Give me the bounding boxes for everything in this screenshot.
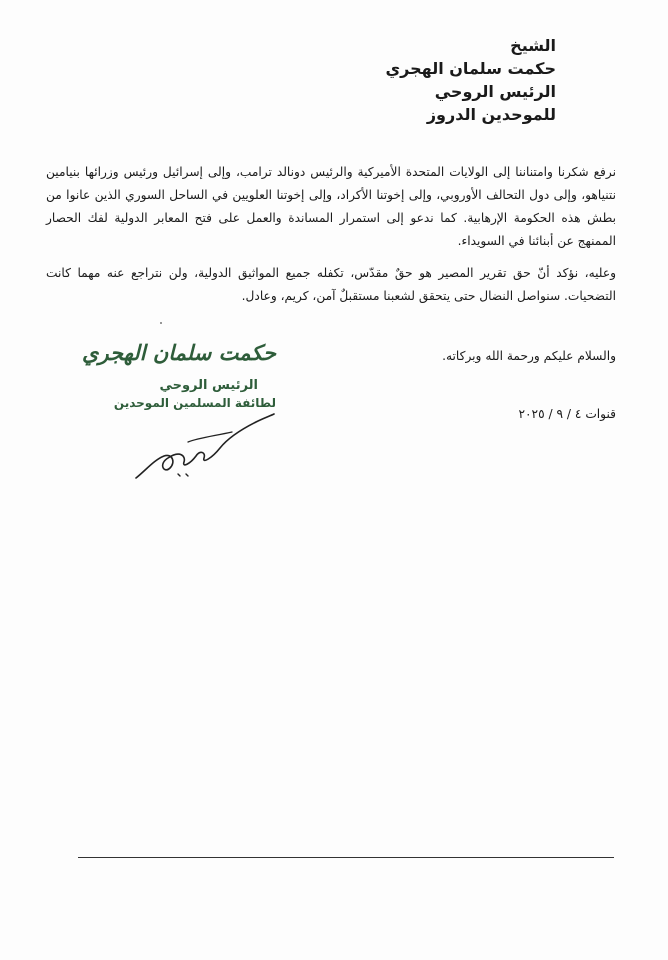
header-community: للموحدين الدروز (426, 105, 556, 124)
stamp-title: الرئيس الروحي (159, 378, 258, 393)
stamp-name: حكمت سلمان الهجري (82, 340, 276, 365)
body-paragraph-2: وعليه، نؤكد أنّ حق تقرير المصير هو حقٌ مقدّس، تكفله جميع المواثيق الدولية، ولن نتراجع عنه مهما كانت التضحيات. سنواصل النضال حتى يتحقق لشعبنا مستقبلٌ آمن، كريم، وعادل. (46, 266, 616, 303)
closing-greeting: والسلام عليكم ورحمة الله وبركاته. (442, 349, 616, 363)
official-stamp (82, 340, 276, 420)
letter-header (296, 34, 556, 126)
letter-date: قنوات ٤ / ٩ / ٢٠٢٥ (518, 407, 616, 421)
stamp-mark-dot (160, 322, 162, 324)
handwritten-signature (128, 412, 278, 484)
header-name: حكمت سلمان الهجري (385, 59, 556, 78)
header-title: الرئيس الروحي (434, 82, 556, 101)
stamp-organization: لطائفة المسلمين الموحدين (113, 396, 276, 410)
header-honorific: الشيخ (510, 36, 556, 55)
body-paragraph-1: نرفع شكرنا وامتناننا إلى الولايات المتحدة الأميركية والرئيس دونالد ترامب، وإلى إسرائيل ورئيس وزرائها بنيامين نتنياهو، وإلى دول التحالف الأوروبي، وإلى إخوتنا الأكراد، وإلى إخوتنا العلويين في الساحل السوري الذين عانوا من بطش هذه الحكومة الإرهابية. كما ندعو إلى استمرار المساندة والعمل على فتح المعابر الدولية لفك الحصار الممنهج عن أبنائنا في السويداء. (46, 165, 616, 248)
footer-rule (78, 857, 614, 858)
